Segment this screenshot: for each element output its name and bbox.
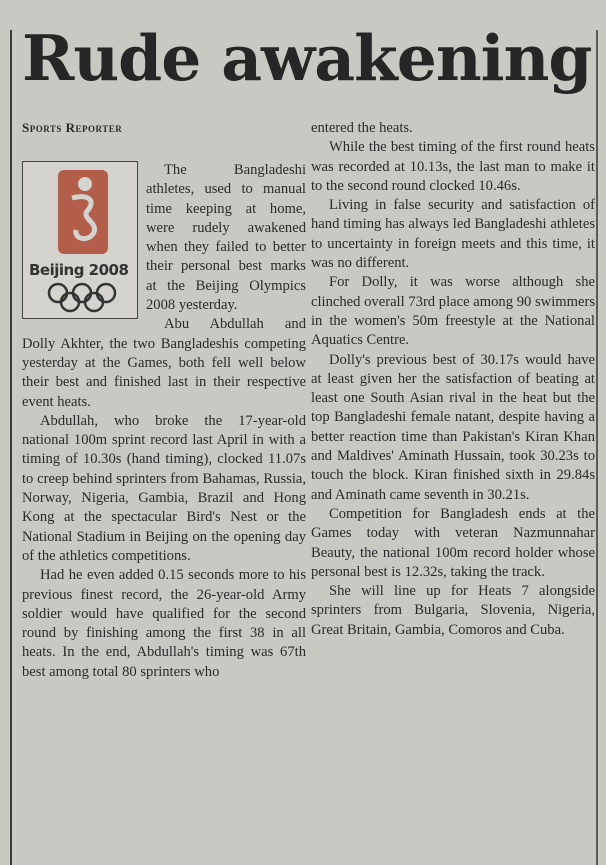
paragraph: While the best timing of the first round heats was recorded at 10.13s, the last man to make it to the second round clocked 10.46s. — [311, 139, 595, 194]
paragraph: Competition for Bangladesh ends at the Games today with veteran Nazmunnahar Beauty, the national 100m record holder whose personal best is 12.32s, taking the track. — [311, 505, 595, 580]
byline: Sports Reporter — [22, 120, 123, 135]
paragraph: The Bangladeshi athletes, used to manual time keeping at home, were rudely awakened when they failed to better their personal best marks at the Beijing Olympics 2008 yesterday. — [146, 162, 306, 314]
paragraph: Dolly's previous best of 30.17s would have at least given her the satisfaction of beating at least one South Asian rival in the heat but the top Bangladeshi female natant, despite having a better reaction time than Pakistan's Kiran Khan and Maldives' Aminath Hussain, took 30.23s to touch the block. Kiran finished sixth in 29.84s and Aminath came seventh in 30.21s. — [311, 351, 595, 503]
headline: Rude awakening — [22, 21, 592, 95]
article-column-2 — [311, 119, 595, 640]
article-column-1 — [22, 161, 306, 682]
column-rule-left — [10, 30, 12, 865]
beijing-2008-logo — [22, 161, 138, 319]
beijing-emblem-icon — [58, 170, 108, 254]
column-rule-right — [596, 30, 598, 865]
paragraph: She will line up for Heats 7 alongside sprinters from Bulgaria, Slovenia, Nigeria, Great Britain, Gambia, Comoros and Cuba. — [311, 583, 595, 638]
paragraph: Had he even added 0.15 seconds more to his previous finest record, the 26-year-old Army soldier would have qualified for the second round by finishing among the first 38 in all heats. In the end, Abdullah's timing was 67th best among total 80 sprinters who — [22, 567, 306, 680]
paragraph: Abu Abdullah and Dolly Akhter, the two Bangladeshis competing yesterday at the Games, both fell well below their best and finished last in their respective event heats. — [22, 316, 306, 410]
olympic-rings-icon — [46, 282, 118, 314]
logo-caption: Beijing 2008 — [29, 261, 129, 279]
paragraph: For Dolly, it was worse although she clinched overall 73rd place among 90 swimmers in the women's 50m freestyle at the National Aquatics Centre. — [311, 274, 595, 349]
paragraph: Living in false security and satisfaction of hand timing has always led Bangladeshi athletes to uncertainty in foreign meets and this time, it was no different. — [311, 197, 595, 272]
paragraph: entered the heats. — [311, 120, 413, 136]
paragraph: Abdullah, who broke the 17-year-old national 100m sprint record last April in with a timing of 10.30s (hand timing), clocked 11.07s to creep behind sprinters from Bahamas, Russia, Norway, Nigeria, Gambia, Brazil and Hong Kong at the spectacular Bird's Nest or the National Stadium in Beijing on the opening day of the athletics competitions. — [22, 412, 306, 564]
